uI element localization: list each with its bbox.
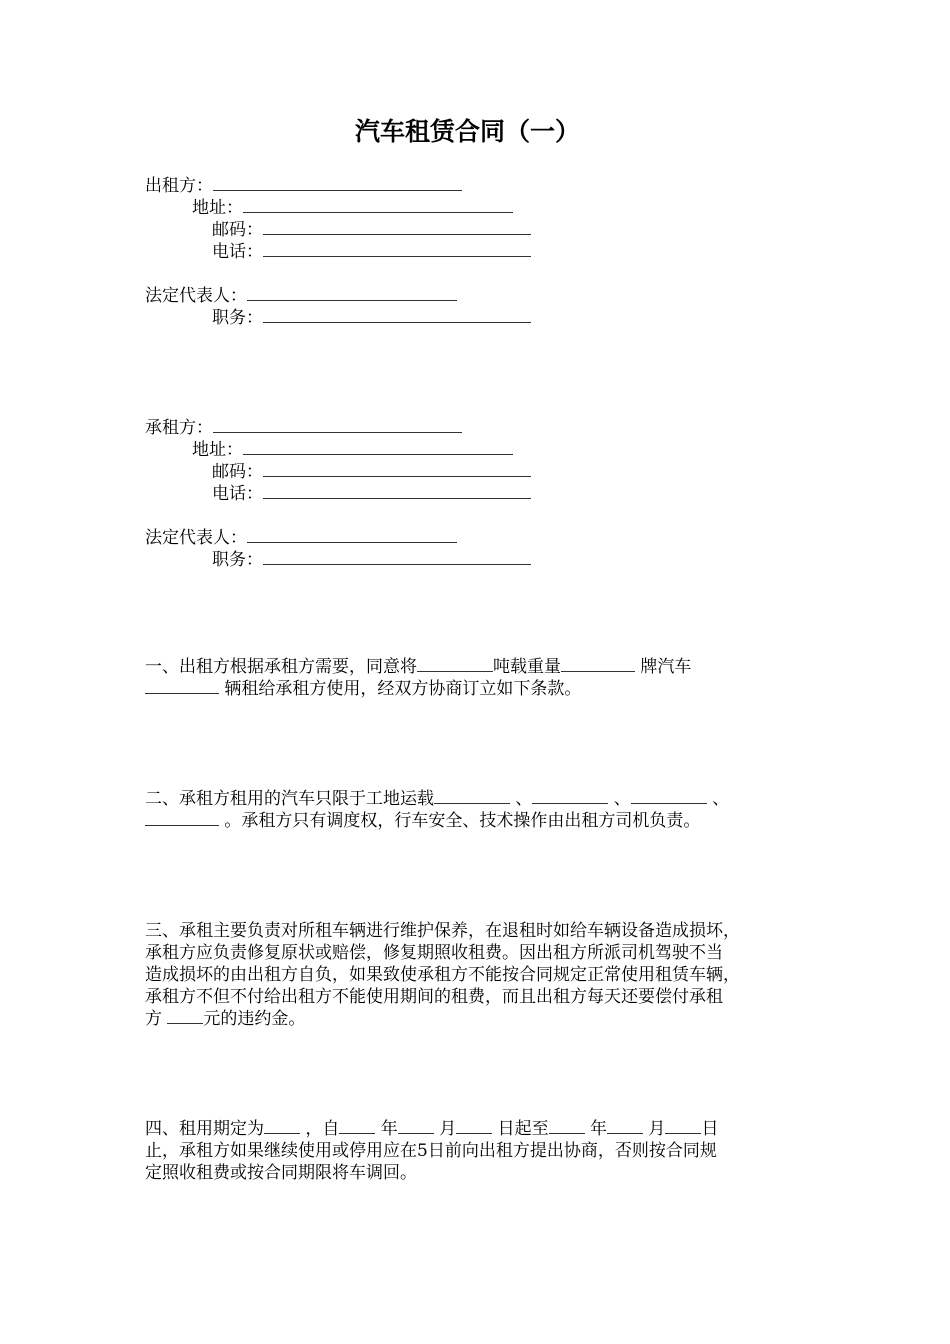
lessor-party-label: 出租方： [145,176,213,196]
clause4-text-a: 四、租用期定为 [145,1119,264,1139]
clause3-text-a: 方 [145,1009,168,1029]
lessor-phone-row [212,240,531,263]
lessor-address-field[interactable] [243,196,513,213]
lessee-address-row [192,438,513,461]
lessor-phone-field[interactable] [263,240,531,257]
clause4-text-d: 月 [433,1119,457,1139]
clause2-line1 [145,788,729,810]
clause2-text-a: 二、承租方租用的汽车只限于工地运载 [145,789,434,809]
lessee-address-field[interactable] [243,438,513,455]
clause2-blank-2[interactable] [532,788,608,804]
lessor-position-label: 职务： [212,308,263,328]
lessee-phone-field[interactable] [263,482,531,499]
clause4-blank-start-month[interactable] [398,1118,434,1134]
clause4-blank-end-month[interactable] [607,1118,643,1134]
clause3-line2: 承租方应负责修复原状或赔偿，修复期照收租费。因出租方所派司机驾驶不当 [145,943,723,963]
clause2-sep-3: 、 [706,789,730,809]
clause1-line2 [145,678,581,700]
clause4-blank-start-year[interactable] [339,1118,375,1134]
lessor-postcode-field[interactable] [263,218,531,235]
clause3-text-b: 元的违约金。 [203,1009,306,1029]
clause4-line2: 止，承租方如果继续使用或停用应在5日前向出租方提出协商，否则按合同规 [145,1141,717,1161]
clause2-sep-2: 、 [608,789,631,809]
clause4-blank-start-day[interactable] [456,1118,492,1134]
lessee-postcode-row [212,460,531,483]
clause1-line1 [145,656,691,678]
clause2-blank-1[interactable] [434,788,510,804]
lessee-party-row [145,416,462,439]
clause1-text-b: 吨载重量 [493,657,561,677]
lessee-position-row [212,548,531,571]
clause4-blank-end-year[interactable] [549,1118,585,1134]
document-title: 汽车租赁合同（一） [354,117,580,146]
clause2-sep-1: 、 [510,789,533,809]
clause4-text-b: ，自 [300,1119,340,1139]
lessee-party-label: 承租方： [145,418,213,438]
clause4-text-h: 日 [701,1119,719,1139]
lessee-rep-label: 法定代表人： [145,528,247,548]
lessor-rep-label: 法定代表人： [145,286,247,306]
lessee-party-field[interactable] [213,416,462,433]
clause4-text-c: 年 [375,1119,398,1139]
lessee-position-label: 职务： [212,550,263,570]
clause4-blank-period[interactable] [264,1118,300,1134]
lessor-address-row [192,196,513,219]
clause4-line1 [145,1118,718,1140]
clause2-text-b: 。承租方只有调度权，行车安全、技术操作由出租方司机负责。 [219,811,701,831]
clause2-line2 [145,810,700,832]
clause1-text-a: 一、出租方根据承租方需要，同意将 [145,657,417,677]
clause4-text-e: 日起至 [492,1119,549,1139]
clause1-blank-tonnage[interactable] [417,656,493,672]
clause4-text-f: 年 [584,1119,608,1139]
lessor-postcode-row [212,218,531,241]
lessee-rep-field[interactable] [247,526,457,543]
lessee-rep-row [145,526,457,549]
lessor-address-label: 地址： [192,198,243,218]
lessor-position-field[interactable] [263,306,531,323]
clause1-blank-brand[interactable] [561,656,635,672]
lessor-postcode-label: 邮码： [212,220,263,240]
clause2-blank-3[interactable] [631,788,707,804]
lessee-phone-row [212,482,531,505]
lessee-position-field[interactable] [263,548,531,565]
clause3-line3: 造成损坏的由出租方自负，如果致使承租方不能按合同规定正常使用租赁车辆， [145,965,740,985]
lessor-party-field[interactable] [213,174,462,191]
lessee-address-label: 地址： [192,440,243,460]
clause4-line3: 定照收租费或按合同期限将车调回。 [145,1163,417,1183]
clause1-text-c: 牌汽车 [635,657,692,677]
lessor-rep-field[interactable] [247,284,457,301]
clause3-line4: 承租方不但不付给出租方不能使用期间的租费，而且出租方每天还要偿付承租 [145,987,723,1007]
lessee-postcode-field[interactable] [263,460,531,477]
lessor-position-row [212,306,531,329]
lessor-party-row [145,174,462,197]
clause3-line5 [145,1008,305,1030]
clause1-text-d: 辆租给承租方使用，经双方协商订立如下条款。 [219,679,582,699]
lessor-rep-row [145,284,457,307]
clause2-blank-4[interactable] [145,810,219,826]
clause4-blank-end-day[interactable] [665,1118,701,1134]
clause3-blank-penalty[interactable] [167,1008,203,1024]
lessor-phone-label: 电话： [212,242,263,262]
clause1-blank-count[interactable] [145,678,219,694]
clause3-line1: 三、承租主要负责对所租车辆进行维护保养，在退租时如给车辆设备造成损坏， [145,921,740,941]
lessee-postcode-label: 邮码： [212,462,263,482]
lessee-phone-label: 电话： [212,484,263,504]
clause4-text-g: 月 [643,1119,666,1139]
